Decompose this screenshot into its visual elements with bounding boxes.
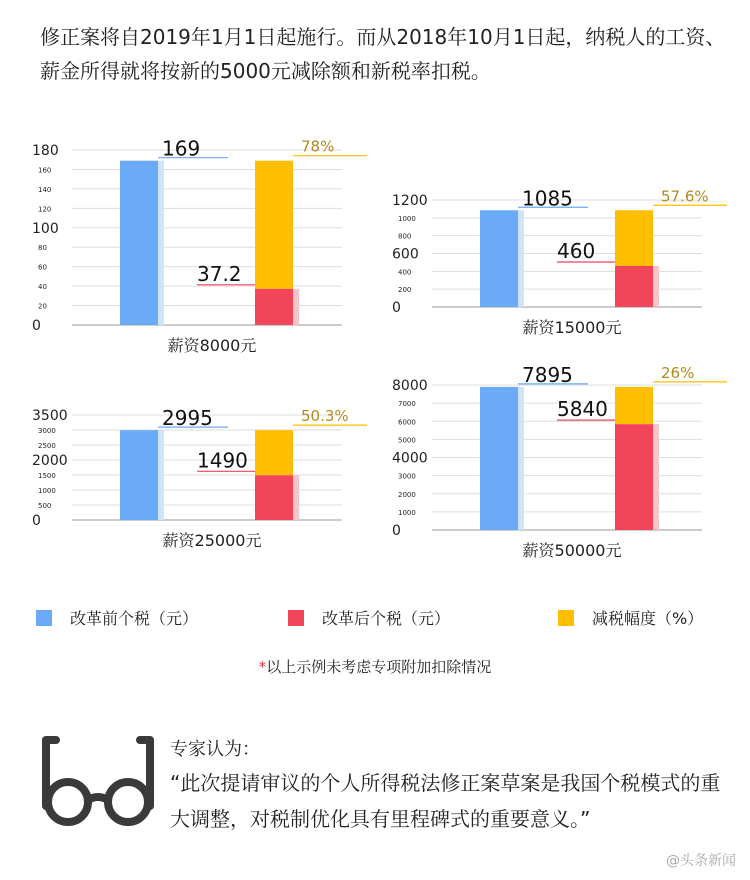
y-tick-label: 1000 [398, 508, 416, 517]
data-label-after: 5840 [557, 397, 608, 422]
bar-after-shadow [653, 266, 659, 307]
chart-svg [30, 405, 350, 560]
intro-paragraph: 修正案将自2019年1月1日起施行。而从2018年10月1日起，纳税人的工资、薪金所得就将按新的5000元减除额和新税率扣税。 [40, 25, 726, 83]
y-tick-label: 120 [38, 205, 52, 214]
footnote-star: * [258, 658, 267, 676]
bar-after-shadow [293, 475, 299, 520]
chart-salary-50000 [390, 362, 710, 570]
legend-label-after: 改革后个税（元） [322, 609, 451, 628]
chart-title: 薪资15000元 [522, 318, 622, 337]
bar-reduction [255, 430, 293, 475]
bar-before-shadow [518, 387, 524, 530]
y-tick-label: 1500 [38, 472, 56, 480]
y-tick-label: 8000 [392, 378, 428, 394]
data-label-before: 169 [162, 136, 201, 161]
chart-title: 薪资50000元 [522, 541, 622, 560]
legend-swatch-before [36, 610, 52, 626]
y-tick-label: 200 [398, 286, 412, 295]
y-tick-label: 5000 [398, 436, 416, 445]
bar-before-shadow [158, 161, 164, 325]
data-label-before: 1085 [522, 186, 573, 211]
bar-before [480, 210, 518, 307]
bar-reduction [615, 210, 653, 266]
data-label-reduction: 78% [301, 137, 335, 156]
chart-svg [30, 136, 350, 365]
y-tick-label: 3500 [32, 408, 68, 424]
y-tick-label: 60 [38, 263, 47, 272]
y-tick-label: 2000 [398, 490, 416, 499]
data-label-reduction: 57.6% [661, 187, 709, 206]
y-tick-label: 500 [38, 502, 52, 510]
bar-before-shadow [158, 430, 164, 520]
y-tick-label: 80 [38, 244, 47, 253]
y-tick-label: 100 [32, 220, 59, 237]
expert-title: 专家认为： [170, 739, 260, 760]
y-tick-label: 6000 [398, 418, 416, 427]
legend-item-after [288, 606, 450, 629]
data-label-after: 37.2 [197, 261, 242, 286]
y-tick-label: 0 [392, 523, 401, 539]
glasses-icon [38, 736, 158, 832]
data-label-reduction: 50.3% [301, 407, 349, 426]
bar-after-shadow [653, 424, 659, 530]
bar-before-shadow [518, 210, 524, 307]
legend-label-before: 改革前个税（元） [70, 609, 199, 628]
y-tick-label: 40 [38, 283, 47, 292]
bar-before [120, 161, 158, 325]
y-tick-label: 180 [32, 143, 59, 159]
y-tick-label: 2000 [32, 453, 68, 469]
y-tick-label: 160 [38, 166, 52, 175]
bar-before [120, 430, 158, 520]
footnote [0, 656, 750, 677]
y-tick-label: 400 [398, 268, 412, 277]
bar-after-shadow [293, 289, 299, 325]
legend-swatch-reduction [558, 610, 574, 626]
bar-after [255, 289, 293, 325]
chart-title: 薪资25000元 [162, 531, 262, 550]
bar-reduction [615, 387, 653, 424]
legend-item-reduction [558, 606, 703, 629]
y-tick-label: 7000 [398, 400, 416, 409]
y-tick-label: 0 [392, 300, 401, 316]
y-tick-label: 20 [38, 302, 47, 311]
chart-salary-25000 [30, 405, 350, 560]
chart-svg [390, 362, 710, 570]
data-label-before: 2995 [162, 406, 213, 431]
y-tick-label: 0 [32, 513, 41, 529]
y-tick-label: 1000 [38, 487, 56, 495]
data-label-before: 7895 [522, 362, 573, 387]
data-label-after: 1490 [197, 448, 248, 473]
chart-legend [36, 606, 726, 634]
footnote-text: 以上示例未考虑专项附加扣除情况 [266, 658, 492, 676]
data-label-reduction: 26% [661, 363, 695, 382]
watermark: @头条新闻 [666, 853, 736, 869]
chart-salary-15000 [390, 186, 710, 347]
y-tick-label: 3000 [38, 427, 56, 435]
legend-item-before [36, 606, 198, 629]
legend-label-reduction: 减税幅度（%） [592, 609, 704, 628]
y-tick-label: 4000 [392, 450, 428, 467]
bar-reduction [255, 161, 293, 289]
bar-before [480, 387, 518, 530]
data-label-after: 460 [557, 238, 596, 263]
bar-after [615, 424, 653, 530]
y-tick-label: 2500 [38, 442, 56, 450]
legend-swatch-after [288, 610, 304, 626]
expert-quote: “此次提请审议的个人所得税法修正案草案是我国个税模式的重大调整，对税制优化具有里程碑式的重要意义。” [170, 771, 721, 831]
chart-salary-8000 [30, 136, 350, 365]
y-tick-label: 140 [38, 185, 52, 194]
y-tick-label: 800 [398, 232, 412, 241]
y-tick-label: 3000 [398, 472, 416, 481]
y-tick-label: 0 [32, 318, 41, 334]
y-tick-label: 600 [392, 246, 419, 263]
bar-after [255, 475, 293, 520]
y-tick-label: 1000 [398, 214, 416, 223]
chart-svg [390, 186, 710, 347]
chart-title: 薪资8000元 [167, 336, 257, 355]
y-tick-label: 1200 [392, 193, 428, 209]
bar-after [615, 266, 653, 307]
